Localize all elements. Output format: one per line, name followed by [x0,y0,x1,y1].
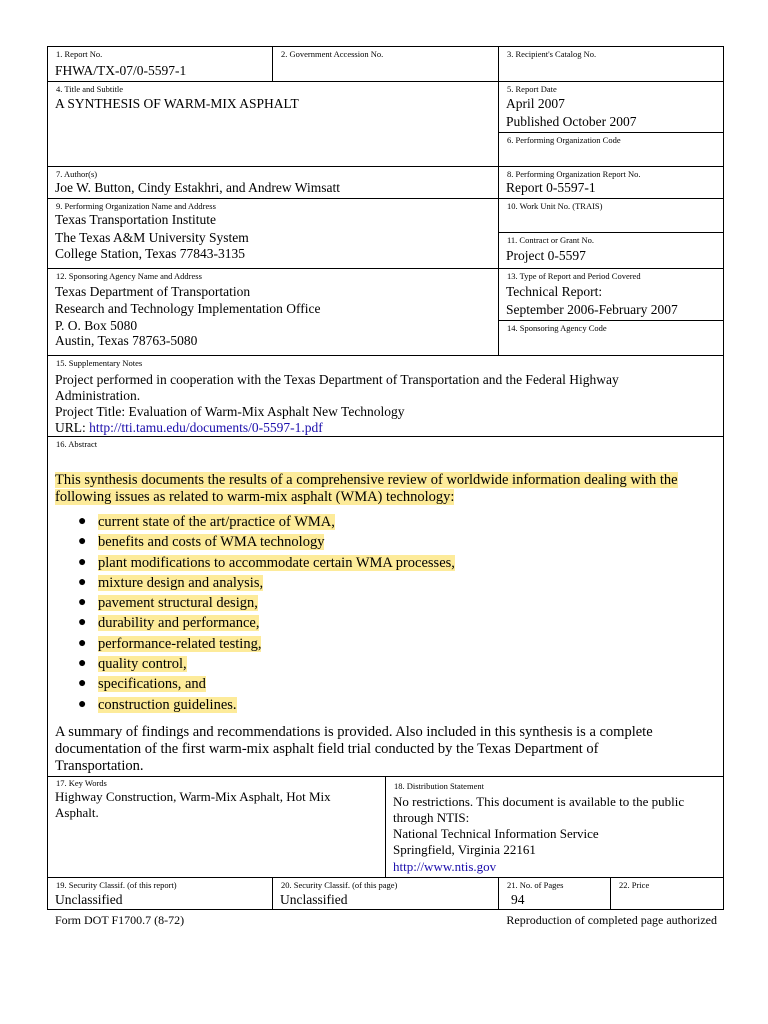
pages-label: 21. No. of Pages [507,880,564,890]
report-period-value: September 2006-February 2007 [506,302,678,317]
security-report-value: Unclassified [55,892,123,907]
ntis-url-link[interactable]: http://www.ntis.gov [393,859,497,874]
supplementary-notes-cell [47,355,724,437]
distribution-line: National Technical Information Service [393,826,599,841]
accession-no-cell [272,46,499,82]
abstract-intro-line: following issues as related to warm-mix asphalt (WMA) technology: [55,489,455,505]
abstract-label: 16. Abstract [56,439,98,449]
sponsor-line: Austin, Texas 78763-5080 [55,333,198,348]
report-date-value: April 2007 [506,96,565,111]
authors-value: Joe W. Button, Cindy Estakhri, and Andrew Wimsatt [55,180,340,195]
distribution-line: Springfield, Virginia 22161 [393,842,536,857]
notes-line: Administration. [55,388,141,403]
published-date-value: Published October 2007 [506,114,637,129]
bullet-icon: ● [78,696,87,712]
catalog-no-cell [498,46,724,82]
price-label: 22. Price [619,880,650,890]
sponsor-code-cell [498,320,724,356]
abstract-intro-line: This synthesis documents the results of a comprehensive review of worldwide information dealing with the [55,472,678,488]
perf-org-code-cell [498,132,724,167]
security-page-cell [272,877,499,910]
perf-org-line: College Station, Texas 77843-3135 [55,246,246,261]
perf-org-report-value: Report 0-5597-1 [506,180,596,195]
sponsor-cell [47,268,499,356]
abstract-summary-line: A summary of findings and recommendations is provided. Also included in this synthesis is a complete [55,724,653,740]
project-title: Project Title: Evaluation of Warm-Mix Asphalt New Technology [55,404,405,419]
authors-cell [47,166,499,199]
distribution-cell [385,776,724,878]
abstract-summary-line: Transportation. [55,758,144,774]
list-item: ● quality control, [78,654,455,674]
perf-org-report-cell [498,166,724,199]
bullet-icon: ● [78,635,87,651]
perf-org-name-cell [47,198,499,269]
perf-org-code-label: 6. Performing Organization Code [507,135,621,145]
sponsor-label: 12. Sponsoring Agency Name and Address [56,271,202,281]
list-item: ● pavement structural design, [78,593,455,613]
bullet-icon: ● [78,534,87,550]
security-report-cell [47,877,273,910]
list-item: ● current state of the art/practice of WMA, [78,512,455,532]
bullet-icon: ● [78,676,87,692]
perf-org-name-label: 9. Performing Organization Name and Address [56,201,216,211]
sponsor-line: Texas Department of Transportation [55,284,251,299]
title-cell [47,81,499,167]
bullet-icon: ● [78,656,87,672]
title-value: A SYNTHESIS OF WARM-MIX ASPHALT [55,96,299,111]
contract-label: 11. Contract or Grant No. [507,235,595,245]
work-unit-cell [498,198,724,233]
report-no-value: FHWA/TX-07/0-5597-1 [55,63,187,78]
list-item: ● specifications, and [78,674,455,694]
security-report-label: 19. Security Classif. (of this report) [56,880,177,890]
report-type-label: 13. Type of Report and Period Covered [507,271,641,281]
sponsor-line: Research and Technology Implementation Office [55,301,321,316]
notes-label: 15. Supplementary Notes [56,358,143,368]
abstract-intro [55,472,715,506]
form-number: Form DOT F1700.7 (8-72) [55,913,185,927]
distribution-line: No restrictions. This document is available to the public [393,794,685,809]
bullet-icon: ● [78,615,87,631]
work-unit-label: 10. Work Unit No. (TRAIS) [507,201,603,211]
list-item: ● durability and performance, [78,613,455,633]
list-item: ● construction guidelines. [78,695,455,715]
bullet-icon: ● [78,595,87,611]
distribution-line: through NTIS: [393,810,470,825]
security-page-label: 20. Security Classif. (of this page) [281,880,398,890]
catalog-no-label: 3. Recipient's Catalog No. [507,49,597,59]
report-url-link[interactable]: http://tti.tamu.edu/documents/0-5597-1.pdf [89,420,323,435]
list-item: ● performance-related testing, [78,634,455,654]
report-type-value: Technical Report: [506,284,603,299]
perf-org-line: Texas Transportation Institute [55,212,217,227]
abstract-summary [55,724,715,775]
report-no-cell [47,46,273,82]
key-words-line: Highway Construction, Warm-Mix Asphalt, Hot Mix [55,789,331,804]
title-label: 4. Title and Subtitle [56,84,124,94]
bullet-icon: ● [78,574,87,590]
contract-cell [498,232,724,269]
report-date-cell [498,81,724,133]
pages-cell [498,877,611,910]
perf-org-report-label: 8. Performing Organization Report No. [507,169,641,179]
notes-line: Project performed in cooperation with the Texas Department of Transportation and the Federal Highway [55,372,619,387]
list-item: ● benefits and costs of WMA technology [78,532,455,552]
bullet-icon: ● [78,554,87,570]
report-date-label: 5. Report Date [507,84,557,94]
url-line [55,420,323,436]
key-words-line: Asphalt. [55,805,99,820]
report-type-cell [498,268,724,321]
key-words-label: 17. Key Words [56,778,107,788]
sponsor-code-label: 14. Sponsoring Agency Code [507,323,607,333]
price-cell [610,877,724,910]
pages-value: 94 [511,892,525,907]
key-words-cell [47,776,386,878]
accession-no-label: 2. Government Accession No. [281,49,384,59]
contract-value: Project 0-5597 [506,248,586,263]
sponsor-line: P. O. Box 5080 [55,318,138,333]
perf-org-line: The Texas A&M University System [55,230,249,245]
report-no-label: 1. Report No. [56,49,103,59]
abstract-summary-line: documentation of the first warm-mix asphalt field trial conducted by the Texas Department of [55,741,599,757]
distribution-label: 18. Distribution Statement [394,781,484,791]
list-item: ● plant modifications to accommodate certain WMA processes, [78,553,455,573]
authors-label: 7. Author(s) [56,169,98,179]
security-page-value: Unclassified [280,892,348,907]
reproduction-note: Reproduction of completed page authorized [506,913,717,927]
url-prefix: URL: [55,420,90,435]
list-item: ● mixture design and analysis, [78,573,455,593]
bullet-icon: ● [78,514,87,529]
abstract-bullet-list [78,512,455,715]
